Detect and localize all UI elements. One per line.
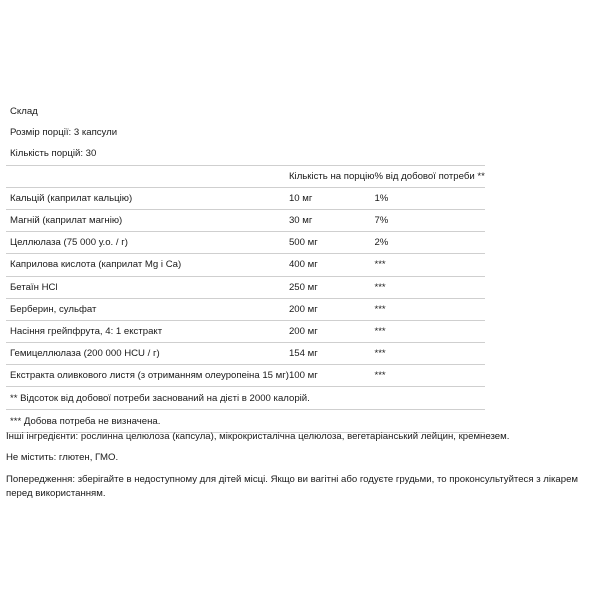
servings-count: Кількість порцій: 30 <box>6 143 485 165</box>
ingredient-name: Каприлова кислота (каприлат Mg і Ca) <box>6 254 289 276</box>
ingredient-name: Целлюлаза (75 000 у.о. / г) <box>6 232 289 254</box>
ingredient-dv: *** <box>374 365 484 387</box>
free-of-text: Не містить: глютен, ГМО. <box>6 452 119 463</box>
serving-size-row <box>6 122 485 143</box>
ingredient-amount: 100 мг <box>289 365 375 387</box>
column-header-dv: % від добової потреби ** <box>374 165 484 187</box>
table-row <box>6 298 485 320</box>
free-of <box>6 451 590 465</box>
ingredient-amount: 250 мг <box>289 276 375 298</box>
ingredient-amount: 10 мг <box>289 187 375 209</box>
table-row <box>6 320 485 342</box>
column-header-row <box>6 165 485 187</box>
ingredient-amount: 400 мг <box>289 254 375 276</box>
ingredient-name: Екстракта оливкового листя (з отриманням олеуропеіна 15 мг) <box>6 365 289 387</box>
table-row <box>6 209 485 231</box>
column-header-empty <box>6 165 289 187</box>
other-ingredients-text: Інші інгредієнти: рослинна целюлоза (капсула), мікрокристалічна целюлоза, вегетаріанський лейцин, кремнезем. <box>6 431 510 442</box>
ingredient-dv: 7% <box>374 209 484 231</box>
ingredient-dv: *** <box>374 276 484 298</box>
ingredient-name: Магній (каприлат магнію) <box>6 209 289 231</box>
facts-title: Склад <box>10 106 38 118</box>
table-row <box>6 187 485 209</box>
footnote-row <box>6 387 485 410</box>
ingredient-dv: *** <box>374 343 484 365</box>
ingredient-amount: 200 мг <box>289 298 375 320</box>
serving-size: Розмір порції: 3 капсули <box>10 127 118 139</box>
ingredient-name: Насіння грейпфрута, 4: 1 екстракт <box>6 320 289 342</box>
table-row <box>6 254 485 276</box>
ingredient-amount: 200 мг <box>289 320 375 342</box>
column-header-amount: Кількість на порцію <box>289 165 375 187</box>
other-ingredients <box>6 430 590 444</box>
ingredient-dv: 2% <box>374 232 484 254</box>
warning-text: Попередження: зберігайте в недоступному для дітей місці. Якщо ви вагітні або годуєте грудьми, то проконсультуйтеся з лікарем перед використанням. <box>6 474 579 499</box>
servings-row <box>6 143 485 165</box>
ingredient-dv: 1% <box>374 187 484 209</box>
table-row <box>6 365 485 387</box>
ingredient-name: Бетаїн HCl <box>6 276 289 298</box>
dv-footnote: ** Відсоток від добової потреби заснований на дієті в 2000 калорій. <box>6 387 485 410</box>
supplement-facts-table <box>6 101 485 433</box>
not-established-footnote: *** Добова потреба не визначена. <box>6 410 485 433</box>
ingredient-dv: *** <box>374 298 484 320</box>
ingredient-name: Берберин, сульфат <box>6 298 289 320</box>
ingredient-dv: *** <box>374 254 484 276</box>
table-row <box>6 343 485 365</box>
ingredient-amount: 154 мг <box>289 343 375 365</box>
ingredient-name: Гемицеллюлаза (200 000 HCU / г) <box>6 343 289 365</box>
table-row <box>6 276 485 298</box>
table-row <box>6 232 485 254</box>
warning <box>6 473 590 500</box>
ingredient-name: Кальцій (каприлат кальцію) <box>6 187 289 209</box>
ingredient-dv: *** <box>374 320 484 342</box>
table-title-row <box>6 101 485 122</box>
ingredient-amount: 30 мг <box>289 209 375 231</box>
ingredient-amount: 500 мг <box>289 232 375 254</box>
